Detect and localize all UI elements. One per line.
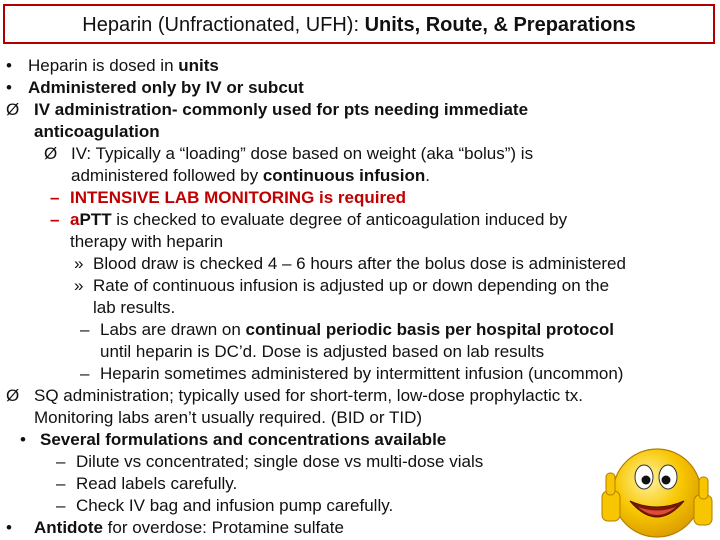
arrow-marker: Ø: [6, 386, 20, 405]
line-text: Check IV bag and infusion pump carefully.: [76, 496, 394, 515]
dash-marker: –: [50, 210, 60, 229]
slide-title: [3, 4, 715, 44]
line-text: Heparin sometimes administered by intermittent infusion (uncommon): [100, 364, 624, 383]
line-bold: anticoagulation: [34, 122, 160, 141]
continuation-line: [70, 231, 223, 252]
sub-bullet-line: [44, 143, 533, 164]
line-text: Dilute vs concentrated; single dose vs multi-dose vials: [76, 452, 484, 471]
dash-marker: –: [50, 188, 60, 207]
line-bold: Administered only by IV or subcut: [28, 78, 304, 97]
dash-line: [80, 363, 623, 384]
line-red: a: [70, 210, 80, 229]
line-bold: Antidote: [34, 518, 103, 537]
thumbs-up-smiley-icon: [594, 425, 720, 540]
line-bold: units: [178, 56, 219, 75]
dash-marker: –: [80, 364, 90, 383]
continuation-line: [34, 121, 160, 142]
continuation-line: [71, 165, 430, 186]
line-text: until heparin is DC’d. Dose is adjusted based on lab results: [100, 342, 545, 361]
dash-line: [50, 209, 567, 230]
title-bold: Units, Route, & Preparations: [364, 14, 636, 36]
bullet-marker: •: [6, 518, 12, 537]
bullet-line: [6, 55, 219, 76]
line-red: INTENSIVE LAB MONITORING is required: [70, 188, 406, 207]
line-text: Heparin is dosed in: [28, 56, 179, 75]
arrow-marker: Ø: [44, 144, 58, 163]
line-text: therapy with heparin: [70, 232, 224, 251]
dash-marker: –: [56, 474, 66, 493]
bullet-line: [6, 77, 304, 98]
continuation-line: [100, 341, 544, 362]
dash-line: [80, 319, 614, 340]
line-text: IV: Typically a “loading” dose based on weight (aka “bolus”) is: [71, 144, 534, 163]
sub-sub-line: [74, 253, 626, 274]
bullet-line: [6, 99, 528, 120]
line-bold: continual periodic basis per hospital protocol: [245, 320, 614, 339]
line-bold: continuous infusion: [262, 166, 426, 185]
arrow-marker: Ø: [6, 100, 20, 119]
line-bold: Several formulations and concentrations available: [40, 430, 447, 449]
line-text: lab results.: [93, 298, 176, 317]
bullet-marker: •: [6, 56, 12, 75]
line-tail: .: [425, 166, 430, 185]
dash-line: [50, 187, 406, 208]
bullet-marker: •: [20, 430, 26, 449]
bullet-line: [6, 385, 583, 406]
chevron-marker: »: [74, 276, 84, 295]
line-text: for overdose: Protamine sulfate: [102, 518, 344, 537]
line-text: Read labels carefully.: [76, 474, 238, 493]
dash-marker: –: [80, 320, 90, 339]
line-bold: PTT: [79, 210, 112, 229]
dash-marker: –: [56, 496, 66, 515]
dash-line: [56, 495, 393, 516]
title-prefix: Heparin (Unfractionated, UFH):: [82, 14, 365, 36]
line-text: Labs are drawn on: [100, 320, 246, 339]
line-text: SQ administration; typically used for short-term, low-dose prophylactic tx.: [34, 386, 583, 405]
line-text: administered followed by: [71, 166, 263, 185]
line-text: Monitoring labs aren’t usually required. (BID or TID): [34, 408, 423, 427]
dash-line: [56, 451, 483, 472]
bullet-line: [6, 517, 344, 538]
line-bold: IV administration- commonly used for pts needing immediate: [34, 100, 529, 119]
sub-sub-line: [74, 275, 609, 296]
dash-line: [56, 473, 237, 494]
chevron-marker: »: [74, 254, 84, 273]
line-text: Blood draw is checked 4 – 6 hours after the bolus dose is administered: [93, 254, 626, 273]
line-text: Rate of continuous infusion is adjusted up or down depending on the: [93, 276, 610, 295]
continuation-line: [93, 297, 175, 318]
continuation-line: [34, 407, 422, 428]
line-text: is checked to evaluate degree of anticoagulation induced by: [111, 210, 568, 229]
bullet-marker: •: [6, 78, 12, 97]
dash-marker: –: [56, 452, 66, 471]
bullet-line: [20, 429, 446, 450]
